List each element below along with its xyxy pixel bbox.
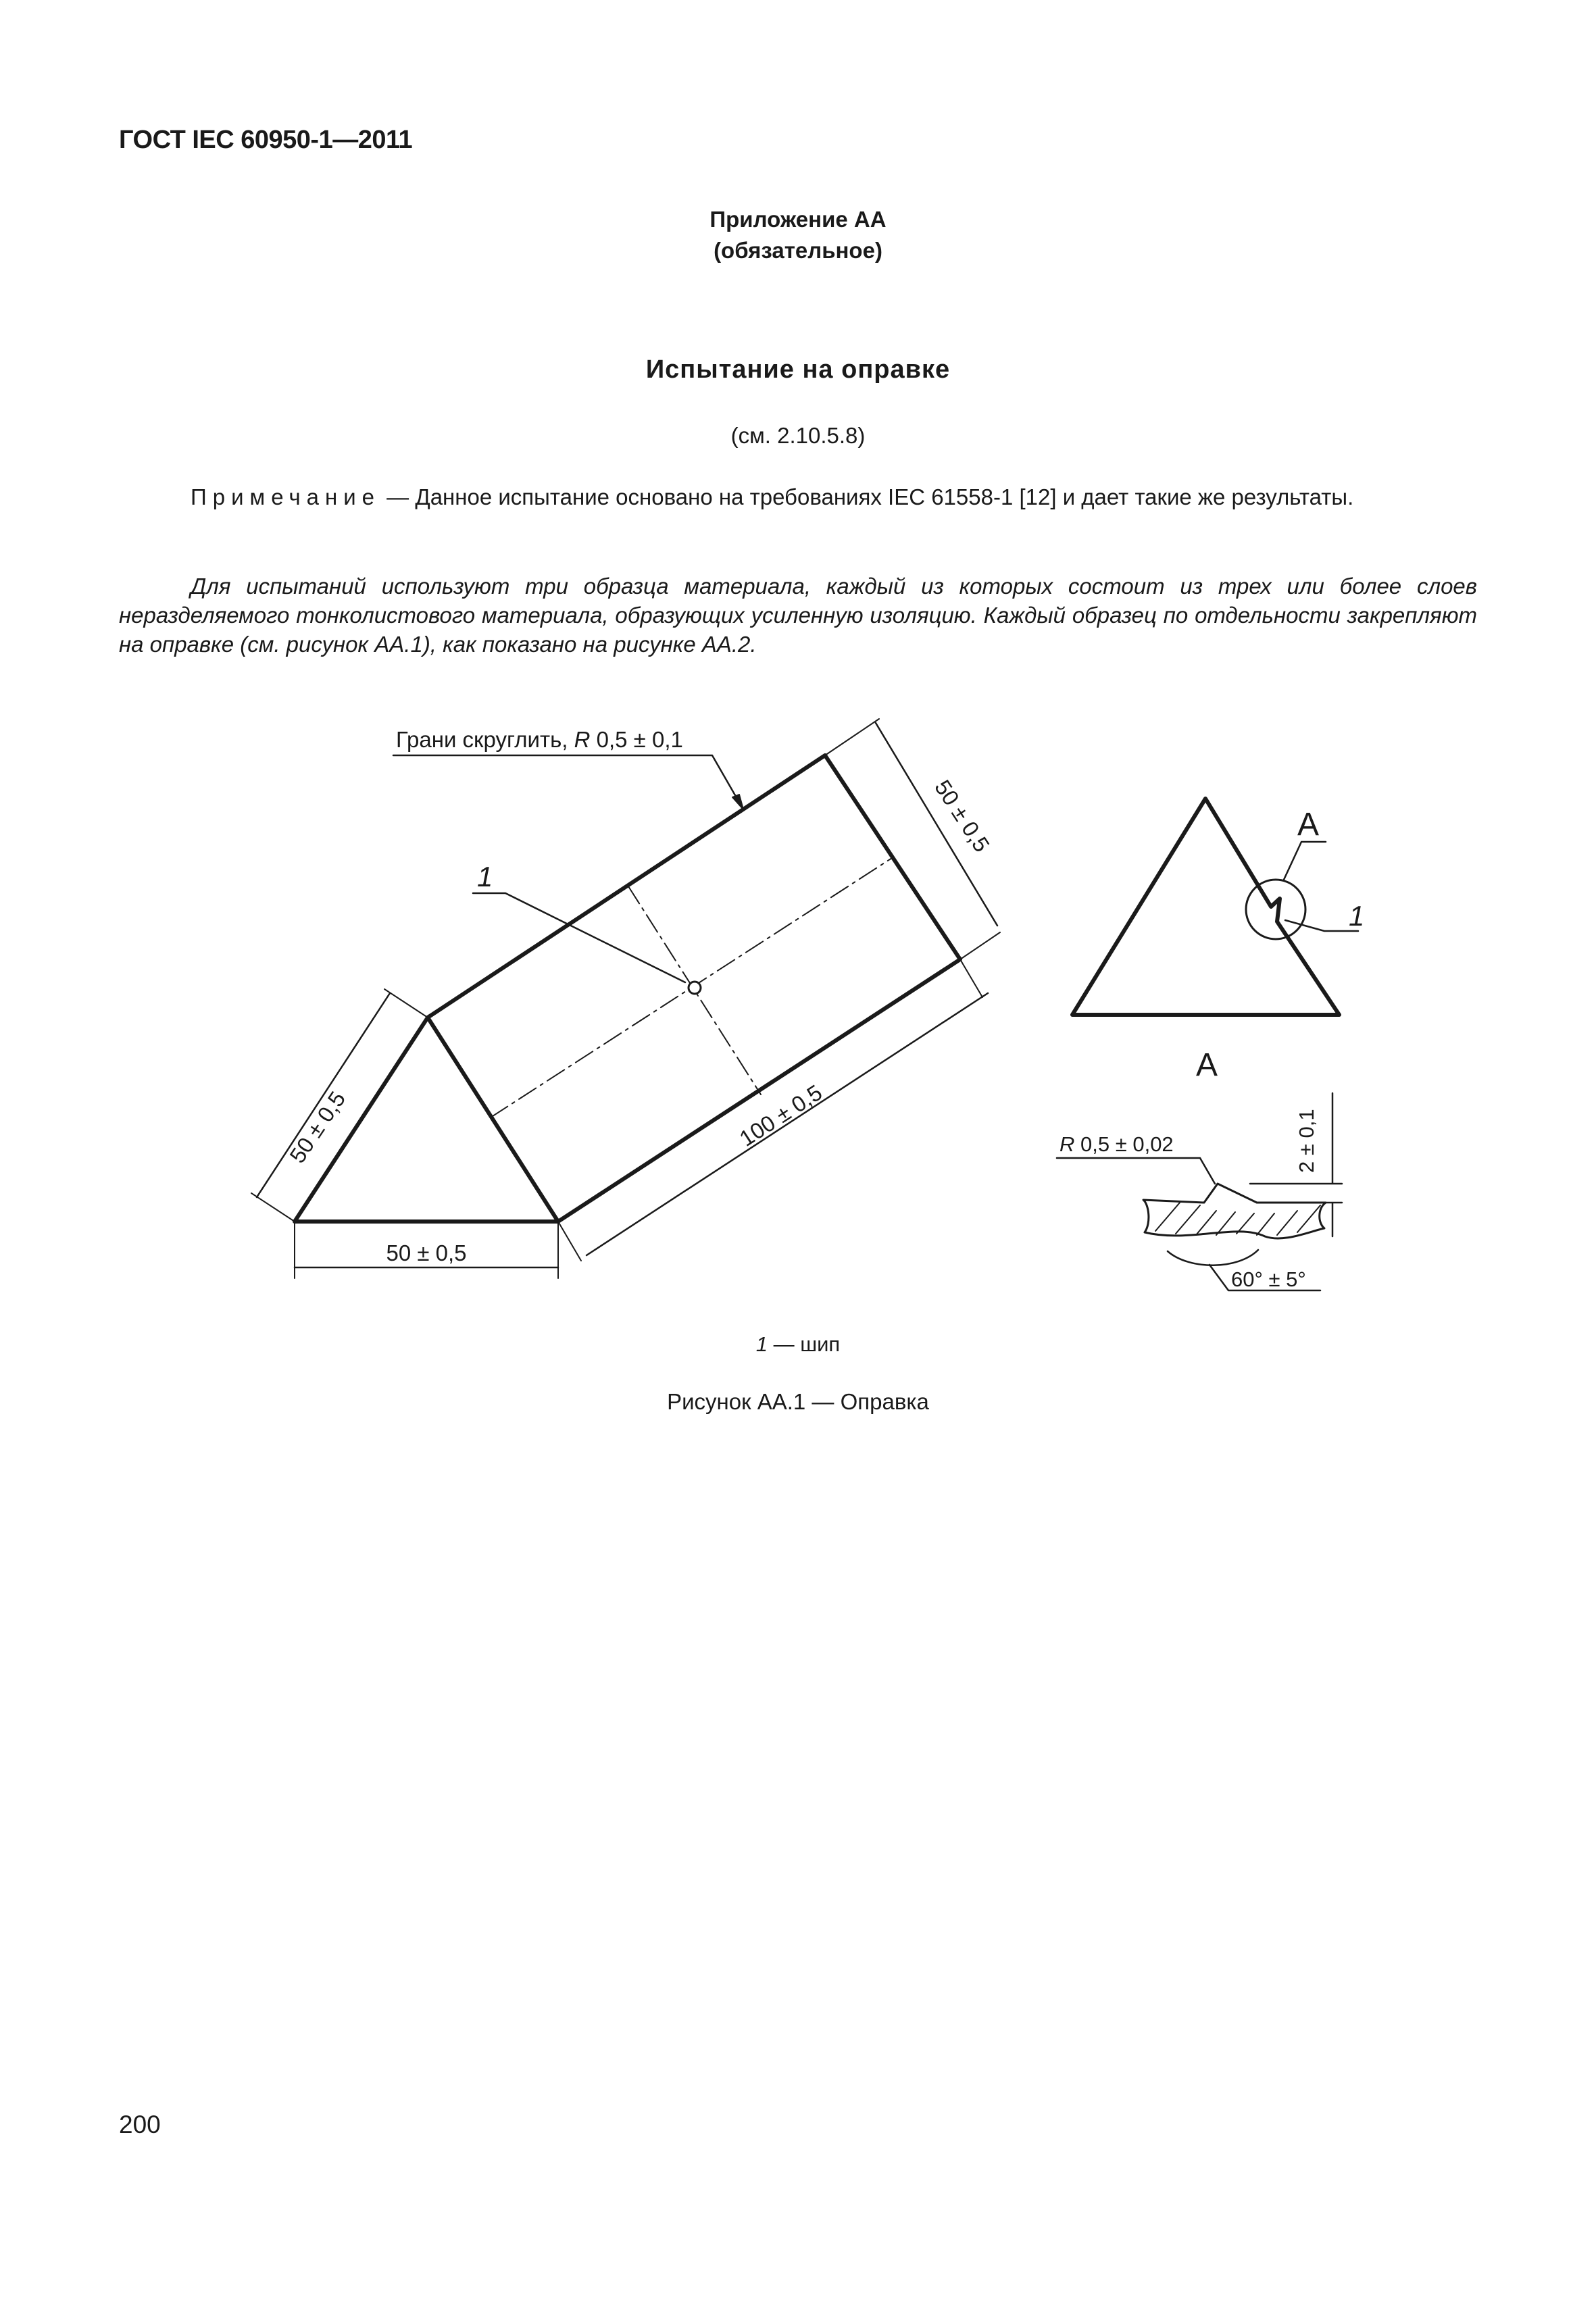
detail-circle xyxy=(1246,880,1305,939)
legend-text: — шип xyxy=(768,1332,841,1356)
callout-1-right-label: 1 xyxy=(1349,900,1365,932)
document-code: ГОСТ IEC 60950-1—2011 xyxy=(119,126,413,154)
mandrel-drawing xyxy=(0,703,1596,1324)
body-paragraph: Для испытаний используют три образца материала, каждый из которых состоит из трех или более слоев неразделяемого тонколистового материала, образующих усиленную изоляцию. Каждый образец по отдельности закрепляют на оправке (см. рисунок АА.1), как показано на рисунке АА.2. xyxy=(119,574,1477,657)
figure-legend xyxy=(0,1332,1596,1357)
detail-angle-label: 60° ± 5° xyxy=(1231,1267,1306,1291)
page-number: 200 xyxy=(119,2111,161,2138)
round-edges-arrow xyxy=(732,795,743,809)
figure-mandrel xyxy=(0,703,1596,1324)
detail-radius-label: R 0,5 ± 0,02 xyxy=(1059,1132,1174,1156)
view-marker-label: А xyxy=(1297,807,1320,842)
note-paragraph xyxy=(119,482,1477,511)
round-edges-label: Грани скруглить, R 0,5 ± 0,1 xyxy=(396,727,683,752)
dim-end-width-label: 50 ± 0,5 xyxy=(930,775,995,857)
callout-1-label: 1 xyxy=(477,861,493,892)
figure-caption: Рисунок АА.1 — Оправка xyxy=(667,1389,929,1414)
prism-outline xyxy=(295,755,960,1222)
detail-radius-leader xyxy=(1057,1158,1215,1184)
legend-number: 1 xyxy=(755,1332,768,1356)
detail-height-label: 2 ± 0,1 xyxy=(1295,1109,1318,1173)
detail-title: А xyxy=(1195,1047,1218,1083)
annex-status: (обязательное) xyxy=(714,238,882,263)
dim-length-label: 100 ± 0,5 xyxy=(734,1080,827,1151)
section-reference: (см. 2.10.5.8) xyxy=(730,423,866,448)
round-edges-leader xyxy=(393,755,743,809)
spike-marker xyxy=(689,982,701,994)
annex-title: Приложение АА xyxy=(709,207,887,232)
annex-heading xyxy=(0,204,1596,266)
note-text: — Данное испытание основано на требованиях IEC 61558-1 [12] и дает такие же результаты. xyxy=(380,484,1354,509)
detail-angle-arc xyxy=(1168,1250,1258,1265)
dim-base-label: 50 ± 0,5 xyxy=(386,1240,467,1265)
section-title: Испытание на оправке xyxy=(645,355,951,384)
note-label: Примечание xyxy=(191,484,381,509)
detail-hatching xyxy=(1155,1203,1320,1235)
dim-side-left-label: 50 ± 0,5 xyxy=(284,1086,351,1167)
callout-1-right-leader xyxy=(1285,920,1358,931)
view-marker-leader xyxy=(1284,842,1326,880)
